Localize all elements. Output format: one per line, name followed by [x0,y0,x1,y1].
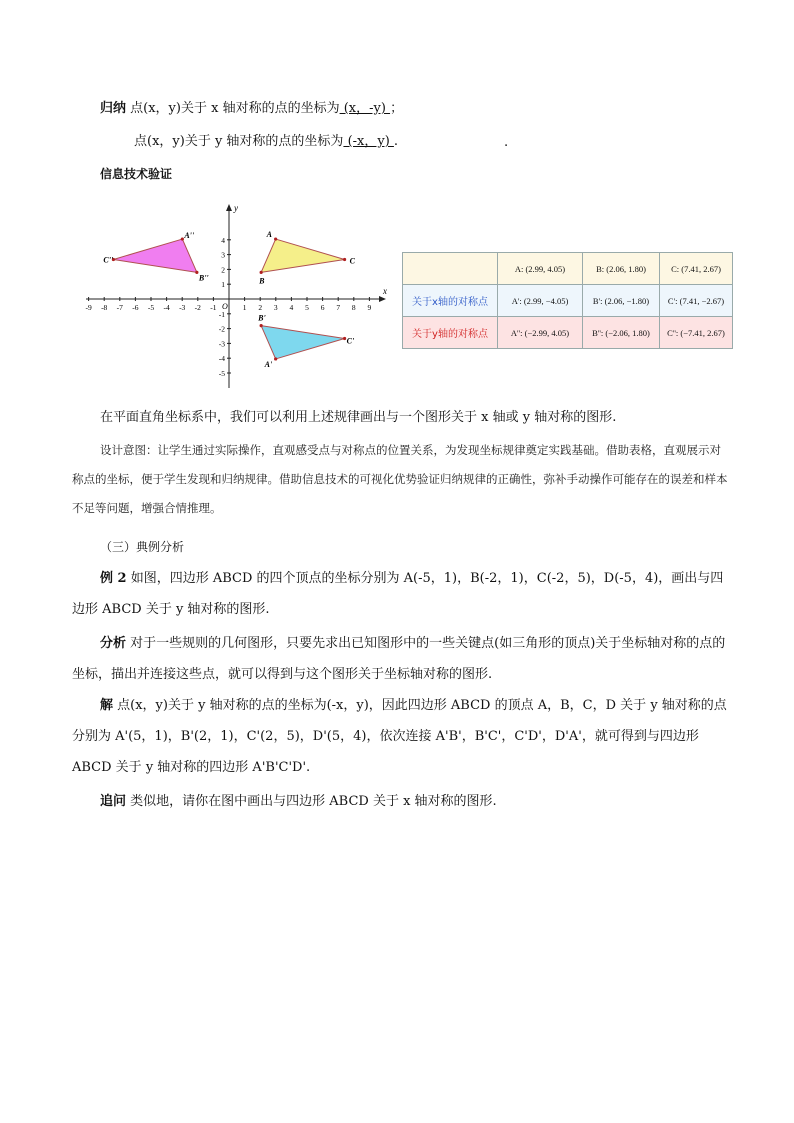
plane-statement: 在平面直角坐标系中，我们可以利用上述规律画出与一个图形关于 x 轴或 y 轴对称的图形. [100,410,617,425]
vertex-label: A'' [184,231,195,241]
x-tick-label: 3 [273,303,278,312]
table-head-cell: 关于y轴的对称点 [403,317,498,349]
x-tick-label: -1 [210,303,217,312]
x-tick-label: -7 [116,303,123,312]
info-tech-heading: 信息技术验证 [100,167,173,181]
vertex-label: C'' [103,255,114,265]
table-head-cell [403,253,498,285]
axes [86,204,386,388]
x-tick-label: -3 [179,303,186,312]
table-row-y-symmetric [403,317,733,349]
x-tick-label: -6 [132,303,139,312]
y-tick-label: 2 [221,265,225,275]
x-tick-label: 8 [351,303,356,312]
solution-text: 点(x，y)关于 y 轴对称的点的坐标为(-x，y)，因此四边形 ABCD 的顶点 A，B，C，D 关于 y 轴对称的点分别为 A'(5，1)，B'(2，1)，C'(2，5)，D'(5，4)，依次连接 A'B'，B'C'，C'D'，D'A'，就可得到与四边形 ABCD 关于 y 轴对称的四边形 A'B'C'D'. [72,698,727,775]
x-axis-label: x [383,286,387,296]
vertex-label: B'' [198,273,209,283]
y-tick-label: -5 [218,369,225,378]
x-tick-label: 4 [289,303,294,312]
vertex-label: B' [258,313,266,323]
summary-x-end: ； [390,101,404,116]
table-cell: C'': (−7.41, 2.67) [660,317,733,349]
x-tick-label: 1 [242,303,247,312]
x-tick-label: -8 [101,303,108,312]
example-label: 例 2 [100,571,127,586]
symmetric-points-table [402,252,733,349]
x-tick-label: 9 [367,303,372,312]
vertex-label: C' [346,336,355,346]
summary-y-answer: (-x，y) [343,134,394,149]
vertex-point [260,324,263,327]
vertex-label: A' [264,359,273,369]
summary-x-rule: 点(x，y)关于 x 轴对称的点的坐标为 [130,101,340,116]
triangle-original [261,239,344,272]
table-cell: C': (7.41, −2.67) [660,285,733,317]
x-tick-label: -9 [85,303,92,312]
y-tick-label: 4 [221,235,225,245]
follow-up-question [72,786,732,817]
table-cell: C: (7.41, 2.67) [660,253,733,285]
analysis-text: 对于一些规则的几何图形，只要先求出已知图形中的一些关键点(如三角形的顶点)关于坐标轴对称的点的坐标，描出并连接这些点，就可以得到与这个图形关于坐标轴对称的图形. [72,636,726,682]
table-row-original [403,253,733,285]
analysis [72,628,732,690]
table-cell: A: (2.99, 4.05) [498,253,583,285]
summary-line-1 [100,100,403,118]
vertex-point [260,271,263,274]
followup-label: 追问 [100,794,127,809]
triangle-y-reflection [113,239,196,272]
x-tick-label: -2 [194,303,201,312]
section-title: （三）典例分析 [100,540,185,554]
origin-label: O [222,302,228,311]
table-cell: B: (2.06, 1.80) [583,253,660,285]
x-tick-label: -5 [147,303,155,312]
followup-text: 类似地，请你在图中画出与四边形 ABCD 关于 x 轴对称的图形. [126,794,497,809]
y-tick-label: 1 [221,280,225,290]
vertex-point [274,237,277,240]
table-cell: A': (2.99, −4.05) [498,285,583,317]
solution-label: 解 [100,698,114,713]
table-row-x-symmetric [403,285,733,317]
summary-x-answer: (x，-y) [339,101,391,116]
stray-dot: . [504,135,509,150]
x-tick-label: 6 [320,303,325,312]
x-tick-label: 2 [258,303,263,312]
summary-line-2 [134,133,398,151]
x-tick-label: 7 [336,303,341,312]
summary-label: 归纳 [100,101,127,116]
summary-y-rule: 点(x，y)关于 y 轴对称的点的坐标为 [134,134,344,149]
coordinate-graph [82,202,388,392]
table-cell: B'': (−2.06, 1.80) [583,317,660,349]
solution [72,690,732,783]
example-2 [72,563,732,625]
triangle-x-reflection [261,326,344,359]
vertex-label: C [349,256,355,266]
table-cell: A'': (−2.99, 4.05) [498,317,583,349]
summary-y-end: . [393,134,399,149]
example-text: 如图，四边形 ABCD 的四个顶点的坐标分别为 A(-5，1)，B(-2，1)，C(-2，5)，D(-5，4)，画出与四边形 ABCD 关于 y 轴对称的图形. [72,571,724,617]
analysis-label: 分析 [100,636,127,651]
vertex-label: A [266,230,272,240]
vertex-point [343,258,346,261]
table-cell: B': (2.06, −1.80) [583,285,660,317]
x-tick-label: -4 [163,303,170,312]
vertex-label: B [259,276,265,286]
x-tick-label: 5 [305,303,309,312]
vertex-point [274,357,277,360]
y-tick-label: 3 [221,250,225,260]
design-intent: 设计意图：让学生通过实际操作，直观感受点与对称点的位置关系，为发现坐标规律奠定实践基础。借助表格，直观展示对称点的坐标，便于学生发现和归纳规律。借助信息技术的可视化优势验证归纳规律的正确性，弥补手动操作可能存在的误差和样本不足等问题，增强合情推理。 [72,443,728,515]
table-head-cell: 关于x轴的对称点 [403,285,498,317]
y-tick-label: -3 [218,339,225,349]
y-tick-label: -1 [218,309,225,319]
y-axis-label: y [234,203,238,213]
y-tick-label: -2 [218,324,225,334]
y-tick-label: -4 [218,354,225,364]
